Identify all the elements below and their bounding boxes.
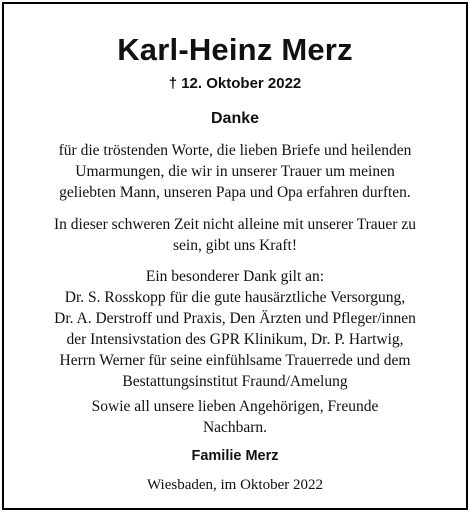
text-line: der Intensivstation des GPR Klinikum, Dr. P. Hartwig, bbox=[66, 331, 404, 348]
relatives-paragraph bbox=[10, 396, 460, 438]
obituary-notice bbox=[2, 2, 468, 510]
strength-paragraph bbox=[10, 214, 460, 256]
place-and-date: Wiesbaden, im Oktober 2022 bbox=[146, 477, 324, 493]
text-line: für die tröstenden Worte, die lieben Briefe und heilenden bbox=[58, 142, 412, 159]
thanks-heading: Danke bbox=[210, 110, 260, 127]
family-signature: Familie Merz bbox=[191, 448, 279, 464]
text-line: Ein besonderer Dank gilt an: bbox=[145, 268, 325, 285]
deceased-name: Karl-Heinz Merz bbox=[117, 32, 353, 67]
text-line: Umarmungen, die wir in unserer Trauer um meinen bbox=[75, 163, 395, 180]
thanks-paragraph bbox=[10, 140, 460, 203]
text-line: Bestattungsinstitut Fraund/Amelung bbox=[122, 373, 348, 390]
text-line: geliebten Mann, unseren Papa und Opa erfahren durften. bbox=[59, 184, 411, 201]
text-line: Dr. S. Rosskopp für die gute hausärztliche Versorgung, bbox=[64, 289, 406, 306]
text-line: Herrn Werner für seine einfühlsame Trauerrede und dem bbox=[59, 352, 411, 369]
death-date: † 12. Oktober 2022 bbox=[168, 75, 302, 92]
text-line: In dieser schweren Zeit nicht alleine mit unserer Trauer zu bbox=[54, 216, 416, 233]
text-line: Sowie all unsere lieben Angehörigen, Freunde bbox=[91, 398, 379, 415]
special-thanks-paragraph bbox=[10, 266, 460, 392]
text-line: sein, gibt uns Kraft! bbox=[173, 237, 297, 254]
text-line: Dr. A. Derstroff und Praxis, Den Ärzten und Pfleger/innen bbox=[54, 310, 416, 327]
text-line: Nachbarn. bbox=[202, 419, 268, 436]
